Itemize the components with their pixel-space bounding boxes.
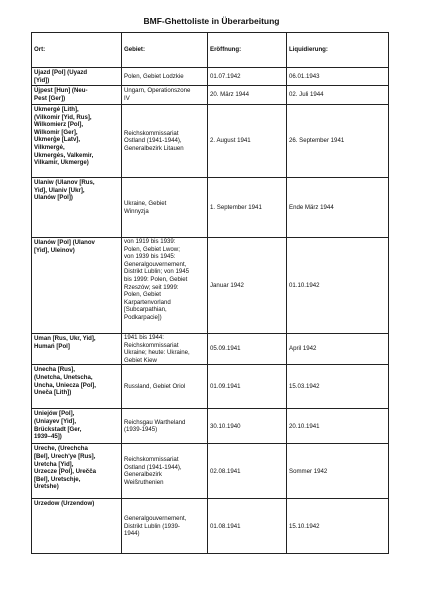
cell-ort bbox=[32, 409, 122, 444]
cell-ort-line: Ulaniw (Ulanov [Rus, bbox=[34, 179, 95, 186]
cell-gebiet-line: [Subcarpathian, bbox=[124, 306, 167, 314]
header-ort: Ort: bbox=[32, 33, 122, 68]
cell-ort-line: [Yid]) bbox=[34, 76, 50, 84]
cell-gebiet-line: Generalgouvernement, bbox=[124, 514, 187, 522]
cell-gebiet-line: 1941 bis 1944: bbox=[124, 334, 164, 341]
cell-gebiet-line: 1944) bbox=[124, 530, 140, 538]
cell-gebiet-line: Winnyzja bbox=[124, 207, 149, 215]
cell-ort-line: Vilkmergė, bbox=[34, 143, 65, 151]
cell-gebiet bbox=[122, 365, 208, 409]
table-header-row bbox=[32, 33, 389, 68]
cell-gebiet bbox=[122, 334, 208, 365]
cell-gebiet-line: Reichskommissariat bbox=[124, 129, 179, 137]
cell-ort bbox=[32, 238, 122, 334]
cell-ort-line: Brückstadt [Ger, bbox=[34, 425, 82, 433]
cell-liquidierung: April 1942 bbox=[287, 334, 389, 365]
cell-gebiet-line: bis 1999: Polen, Gebiet bbox=[124, 275, 188, 283]
cell-liquidierung: Ende März 1944 bbox=[287, 178, 389, 238]
cell-eroeffnung: 01.08.1941 bbox=[208, 499, 287, 554]
table-row bbox=[32, 409, 389, 444]
cell-gebiet-line: Generalbezirk bbox=[124, 471, 162, 479]
cell-gebiet-line: Ungarn, Operationszone bbox=[124, 87, 191, 95]
cell-ort bbox=[32, 86, 122, 105]
cell-ort-line: Újpest [Hun] (Neu- bbox=[34, 87, 88, 94]
cell-ort-line: Uretshe) bbox=[34, 483, 59, 491]
cell-gebiet-line: Ostland (1941-1944), bbox=[124, 463, 182, 471]
cell-eroeffnung: 1. September 1941 bbox=[208, 178, 287, 238]
cell-gebiet-line: Polen, Gebiet Lodzkie bbox=[124, 72, 184, 80]
cell-ort-line: (Unetcha, Unetscha, bbox=[34, 373, 93, 381]
cell-gebiet-line: von 1939 bis 1945: bbox=[124, 253, 176, 261]
cell-gebiet-line: Distrikt Lublin; von 1945 bbox=[124, 268, 190, 276]
cell-ort bbox=[32, 444, 122, 499]
cell-ort-line: Ukmergė [Lith], bbox=[34, 106, 79, 113]
table-row bbox=[32, 444, 389, 499]
cell-gebiet-line: (1939-1945) bbox=[124, 426, 158, 434]
cell-liquidierung: 20.10.1941 bbox=[287, 409, 389, 444]
cell-gebiet-line: Generalgouvernement, bbox=[124, 260, 187, 268]
header-liquidierung: Liquidierung: bbox=[287, 33, 389, 68]
cell-gebiet-line: Gebiet Kiew bbox=[124, 356, 157, 364]
cell-ort-line: Ukmerģe [Latv], bbox=[34, 136, 81, 144]
cell-ort-line: [Bel], Urech'ye [Rus], bbox=[34, 452, 96, 460]
cell-ort-line: Urzedow (Urzendow) bbox=[34, 500, 95, 508]
cell-gebiet-line: von 1919 bis 1939: bbox=[124, 238, 176, 245]
table-row bbox=[32, 238, 389, 334]
table-row bbox=[32, 86, 389, 105]
cell-gebiet bbox=[122, 105, 208, 178]
cell-eroeffnung: 20. März 1944 bbox=[208, 86, 287, 105]
cell-ort-line: Yid], Ulaniv [Ukr], bbox=[34, 186, 85, 194]
cell-gebiet bbox=[122, 444, 208, 499]
cell-gebiet-line: Distrikt Lublin (1939- bbox=[124, 522, 180, 530]
cell-ort-line: Ulanów [Pol] (Ulanov bbox=[34, 239, 95, 246]
cell-ort-line: Unecha [Rus], bbox=[34, 366, 75, 374]
cell-gebiet-line: Polen, Gebiet bbox=[124, 291, 161, 299]
cell-eroeffnung: 2. August 1941 bbox=[208, 105, 287, 178]
cell-ort bbox=[32, 365, 122, 409]
table-row bbox=[32, 334, 389, 365]
cell-gebiet-line: Russland, Gebiet Oriol bbox=[124, 383, 186, 391]
cell-ort-line: Pest [Ger]) bbox=[34, 94, 66, 102]
cell-ort-line: Wilkomir [Ger], bbox=[34, 128, 78, 136]
cell-gebiet-line: Reichskommissariat bbox=[124, 341, 179, 349]
cell-ort-line: Urzecze [Pol], Urečča bbox=[34, 468, 96, 476]
cell-gebiet-line: Polen, Gebiet Lwow; bbox=[124, 245, 180, 253]
cell-eroeffnung: 02.08.1941 bbox=[208, 444, 287, 499]
cell-ort-line: Ujazd [Pol] (Uyazd bbox=[34, 69, 88, 76]
cell-liquidierung: 01.10.1942 bbox=[287, 238, 389, 334]
cell-ort-line: Ulanów [Pol]) bbox=[34, 194, 73, 202]
cell-ort-line: Ureche, (Urechcha bbox=[34, 445, 88, 453]
cell-ort-line: Uman [Rus, Ukr, Yid], bbox=[34, 335, 96, 342]
cell-ort-line: Wilkomierz [Pol], bbox=[34, 121, 84, 129]
cell-ort-line: 1939–45]) bbox=[34, 433, 62, 441]
cell-gebiet-line: Karpartenvorland bbox=[124, 298, 171, 306]
cell-eroeffnung: Januar 1942 bbox=[208, 238, 287, 334]
page-title: BMF-Ghettoliste in Überarbeitung bbox=[143, 16, 280, 26]
cell-ort bbox=[32, 105, 122, 178]
cell-liquidierung: 06.01.1943 bbox=[287, 68, 389, 86]
cell-ort bbox=[32, 334, 122, 365]
cell-gebiet-line: Reichskommissariat bbox=[124, 456, 179, 464]
cell-gebiet-line: Podkarpacie]) bbox=[124, 313, 162, 321]
cell-liquidierung: 26. September 1941 bbox=[287, 105, 389, 178]
cell-gebiet bbox=[122, 178, 208, 238]
cell-eroeffnung: 01.07.1942 bbox=[208, 68, 287, 86]
cell-gebiet bbox=[122, 68, 208, 86]
cell-liquidierung: 02. Juli 1944 bbox=[287, 86, 389, 105]
cell-gebiet-line: Ukraine; heute: Ukraine, bbox=[124, 349, 190, 357]
cell-ort-line: Humań [Pol] bbox=[34, 342, 70, 350]
cell-liquidierung: 15.10.1942 bbox=[287, 499, 389, 554]
cell-gebiet-line: IV bbox=[124, 95, 130, 102]
cell-liquidierung: 15.03.1942 bbox=[287, 365, 389, 409]
cell-ort-line: Ukmergės, Valkemir, bbox=[34, 151, 94, 159]
cell-gebiet-line: Ostland (1941-1944), bbox=[124, 137, 182, 145]
table-row bbox=[32, 105, 389, 178]
table-row bbox=[32, 68, 389, 86]
cell-ort-line: Uncha, Uniecza [Pol], bbox=[34, 381, 96, 389]
cell-ort bbox=[32, 68, 122, 86]
table-row bbox=[32, 499, 389, 554]
ghetto-table bbox=[31, 32, 389, 554]
cell-liquidierung: Sommer 1942 bbox=[287, 444, 389, 499]
cell-eroeffnung: 05.09.1941 bbox=[208, 334, 287, 365]
cell-gebiet bbox=[122, 499, 208, 554]
cell-gebiet-line: Weißruthenien bbox=[124, 478, 164, 486]
table-row bbox=[32, 365, 389, 409]
cell-gebiet bbox=[122, 86, 208, 105]
cell-ort-line: (Vilkomir [Yid, Rus], bbox=[34, 113, 92, 121]
cell-gebiet bbox=[122, 409, 208, 444]
cell-ort bbox=[32, 499, 122, 554]
cell-gebiet bbox=[122, 238, 208, 334]
cell-ort-line: [Yid], Uleinov) bbox=[34, 246, 75, 254]
cell-ort-line: [Bel], Uretschje, bbox=[34, 475, 81, 483]
cell-gebiet-line: Rzeszów; seit 1999: bbox=[124, 283, 179, 291]
cell-gebiet-line: Reichsgau Wartheland bbox=[124, 418, 186, 426]
cell-ort-line: (Uniayev [Yid], bbox=[34, 417, 77, 425]
cell-eroeffnung: 30.10.1940 bbox=[208, 409, 287, 444]
cell-eroeffnung: 01.09.1941 bbox=[208, 365, 287, 409]
cell-ort-line: Uretcha [Yid], bbox=[34, 460, 74, 468]
cell-gebiet-line: Ukraine, Gebiet bbox=[124, 199, 167, 207]
table-row bbox=[32, 178, 389, 238]
cell-ort-line: Vilkamir, Ukmerge) bbox=[34, 159, 89, 167]
header-eroeffnung: Eröffnung: bbox=[208, 33, 287, 68]
cell-ort bbox=[32, 178, 122, 238]
cell-ort-line: Uneča [Lith]) bbox=[34, 389, 72, 397]
header-gebiet: Gebiet: bbox=[122, 33, 208, 68]
cell-gebiet-line: Generalbezirk Litauen bbox=[124, 144, 184, 152]
cell-ort-line: Uniejów [Pol], bbox=[34, 410, 75, 418]
